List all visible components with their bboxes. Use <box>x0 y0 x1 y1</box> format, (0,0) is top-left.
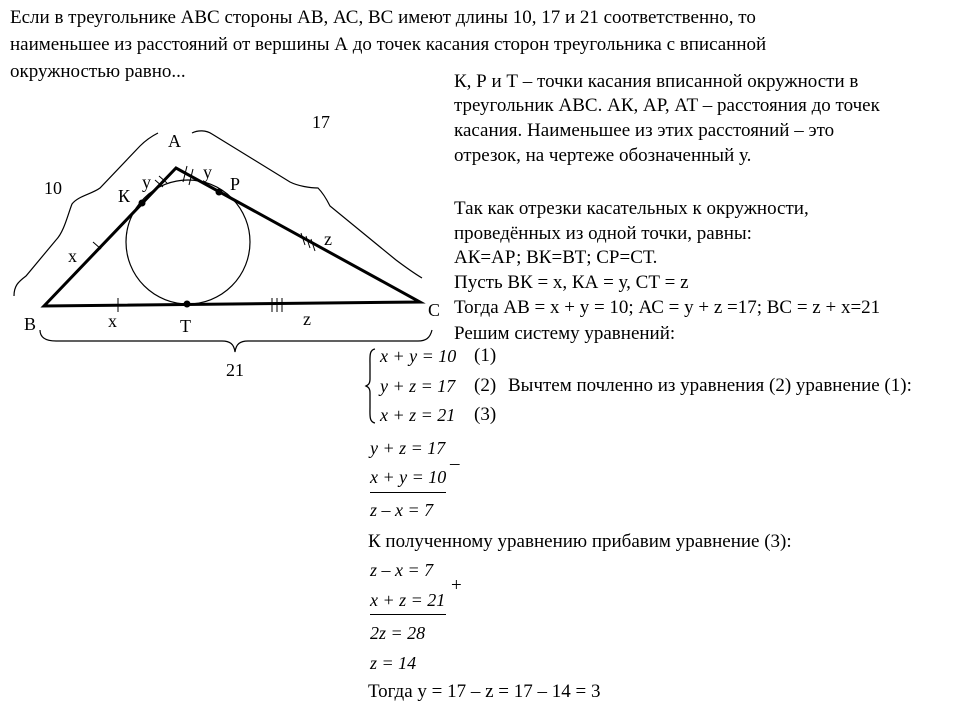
step2-plus-sign: + <box>451 575 462 596</box>
step2-result: 2z = 28 <box>370 623 426 643</box>
step1-result: z – x = 7 <box>370 500 434 520</box>
system-subtract-note: Вычтем почленно из уравнения (2) уравнение (1): <box>508 375 912 396</box>
step2-z-value: z = 14 <box>370 653 417 673</box>
system-brace <box>364 347 378 425</box>
side-bc-length: 21 <box>226 360 244 380</box>
system-eq-2: y + z = 17 <box>380 376 456 396</box>
point-t-dot <box>184 301 191 308</box>
segment-ap-label: y <box>203 162 212 182</box>
segment-bt-label: x <box>108 311 117 331</box>
explanation-line-5: Так как отрезки касательных к окружности, <box>454 198 809 219</box>
problem-line-2: наименьшее из расстояний от вершины А до точек касания сторон треугольника с вписанной <box>10 34 767 55</box>
brace-ac <box>192 131 422 278</box>
explanation-line-4: отрезок, на чертеже обозначенный у. <box>454 145 752 166</box>
point-t-label: Т <box>180 316 191 336</box>
step1-minus-sign: – <box>450 453 460 474</box>
explanation-line-9: Тогда АВ = х + у = 10; АС = у + z =17; ВС = z + х=21 <box>454 297 881 318</box>
explanation-line-6: проведённых из одной точки, равны: <box>454 223 752 244</box>
step2-text: К полученному уравнению прибавим уравнение (3): <box>368 531 792 552</box>
segment-ka-label: y <box>142 172 151 192</box>
segment-tc-label: z <box>303 309 311 329</box>
system-eq-3: x + z = 21 <box>380 405 456 425</box>
segment-pc-label: z <box>324 229 332 249</box>
step2-eq-a: z – x = 7 <box>370 560 434 580</box>
explanation-line-10: Решим систему уравнений: <box>454 323 676 344</box>
system-eq-3-number: (3) <box>474 404 497 425</box>
system-eq-1-number: (1) <box>474 345 497 366</box>
step1-rule <box>370 492 446 493</box>
problem-line-1: Если в треугольнике АВС стороны АВ, АС, ВС имеют длины 10, 17 и 21 соответственно, то <box>10 7 756 28</box>
segment-bk-label: x <box>68 246 77 266</box>
vertex-a-label: А <box>168 131 181 151</box>
point-p-label: Р <box>230 174 241 194</box>
system-eq-2-number: (2) <box>474 375 497 396</box>
explanation-line-8: Пусть ВК = х, КА = у, СТ = z <box>454 272 689 293</box>
point-k-dot <box>139 200 146 207</box>
point-p-dot <box>216 189 223 196</box>
problem-line-3: окружностью равно... <box>10 61 186 82</box>
brace-ab <box>14 133 158 296</box>
step1-eq-b: x + y = 10 <box>370 467 447 487</box>
triangle-figure <box>0 0 450 400</box>
step2-eq-b: x + z = 21 <box>370 590 446 610</box>
step2-rule <box>370 614 446 615</box>
step1-eq-a: y + z = 17 <box>370 438 446 458</box>
explanation-line-7: АК=АР; ВК=ВТ; СР=СТ. <box>454 247 658 268</box>
explanation-line-2: треугольник АВС. АК, АР, АТ – расстояния до точек <box>454 95 880 116</box>
explanation-line-1: К, Р и Т – точки касания вписанной окружности в <box>454 71 859 92</box>
system-eq-1: x + y = 10 <box>380 346 457 366</box>
explanation-line-3: касания. Наименьшее из этих расстояний – это <box>454 120 835 141</box>
point-k-label: К <box>118 186 131 206</box>
side-ab-length: 10 <box>44 178 62 198</box>
final-answer: Тогда y = 17 – z = 17 – 14 = 3 <box>368 681 601 702</box>
vertex-b-label: В <box>24 314 37 334</box>
vertex-c-label: С <box>428 300 441 320</box>
side-ac-length: 17 <box>312 112 330 132</box>
